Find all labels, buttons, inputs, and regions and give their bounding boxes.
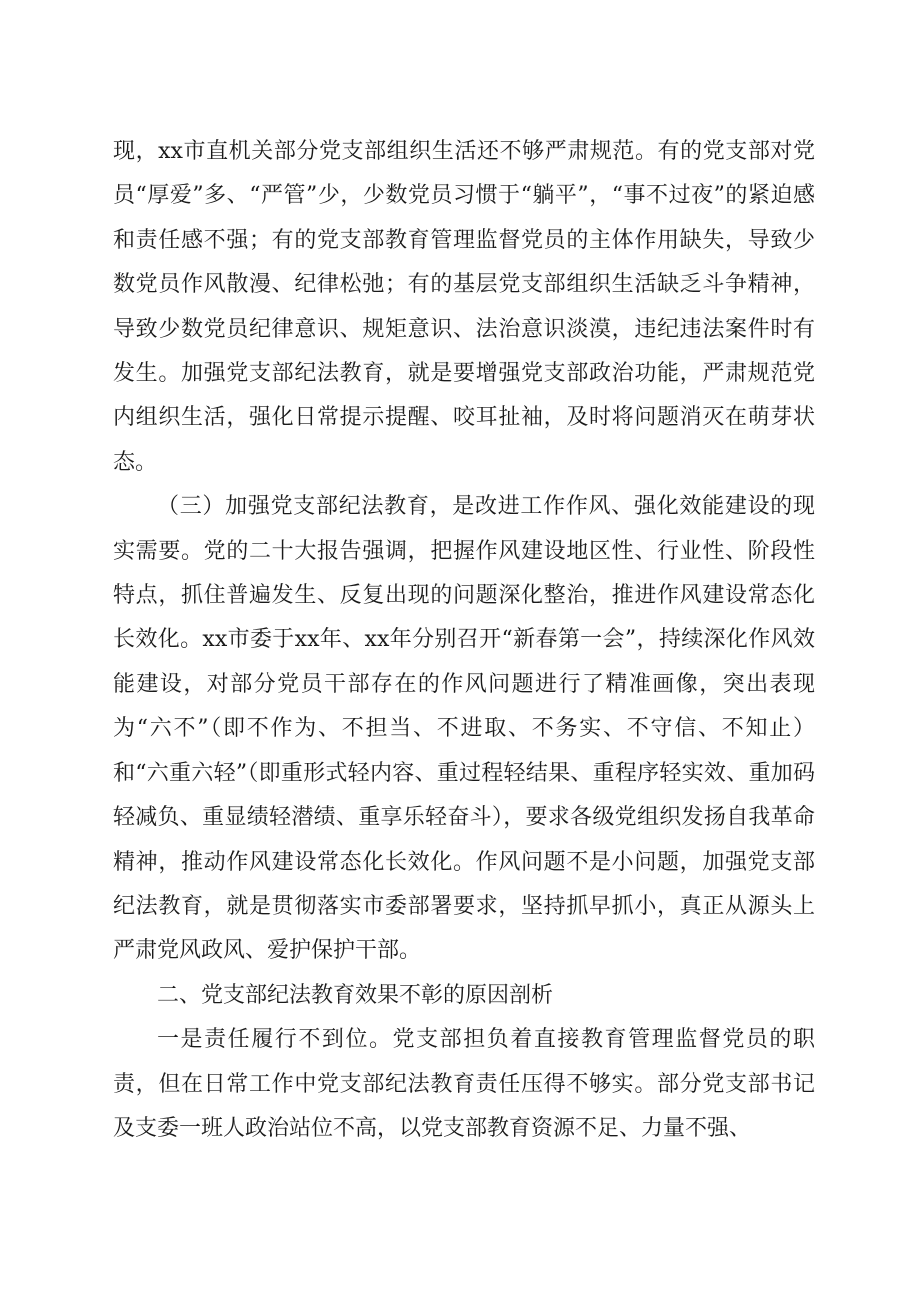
document-body xyxy=(113,130,815,1151)
paragraph-section-three: （三）加强党支部纪法教育，是改进工作作风、强化效能建设的现实需要。党的二十大报告强调，把握作风建设地区性、行业性、阶段性特点，抓住普遍发生、反复出现的问题深化整治，推进作风建设常态化长效化。xx市委于xx年、xx年分别召开“新春第一会”，持续深化作风效能建设，对部分党员干部存在的作风问题进行了精准画像，突出表现为“六不”（即不作为、不担当、不进取、不务实、不守信、不知止）和“六重六轻”（即重形式轻内容、重过程轻结果、重程序轻实效、重加码轻减负、重显绩轻潜绩、重享乐轻奋斗），要求各级党组织发扬自我革命精神，推动作风建设常态化长效化。作风问题不是小问题，加强党支部纪法教育，就是贯彻落实市委部署要求，坚持抓早抓小，真正从源头上严肃党风政风、爱护保护干部。 xyxy=(113,494,815,964)
section-heading: 二、党支部纪法教育效果不彰的原因剖析 xyxy=(157,982,554,1008)
paragraph-continuation: 现，xx市直机关部分党支部组织生活还不够严肃规范。有的党支部对党员“厚爱”多、“严管”少，少数党员习惯于“躺平”，“事不过夜”的紧迫感和责任感不强；有的党支部教育管理监督党员的主体作用缺失，导致少数党员作风散漫、纪律松弛；有的基层党支部组织生活缺乏斗争精神，导致少数党员纪律意识、规矩意识、法治意识淡漠，违纪违法案件时有发生。加强党支部纪法教育，就是要增强党支部政治功能，严肃规范党内组织生活，强化日常提示提醒、咬耳扯袖，及时将问题消灭在萌芽状态。 xyxy=(113,139,815,475)
paragraph-responsibility: 一是责任履行不到位。党支部担负着直接教育管理监督党员的职责，但在日常工作中党支部纪法教育责任压得不够实。部分党支部书记及支委一班人政治站位不高，以党支部教育资源不足、力量不强、 xyxy=(113,1027,815,1141)
